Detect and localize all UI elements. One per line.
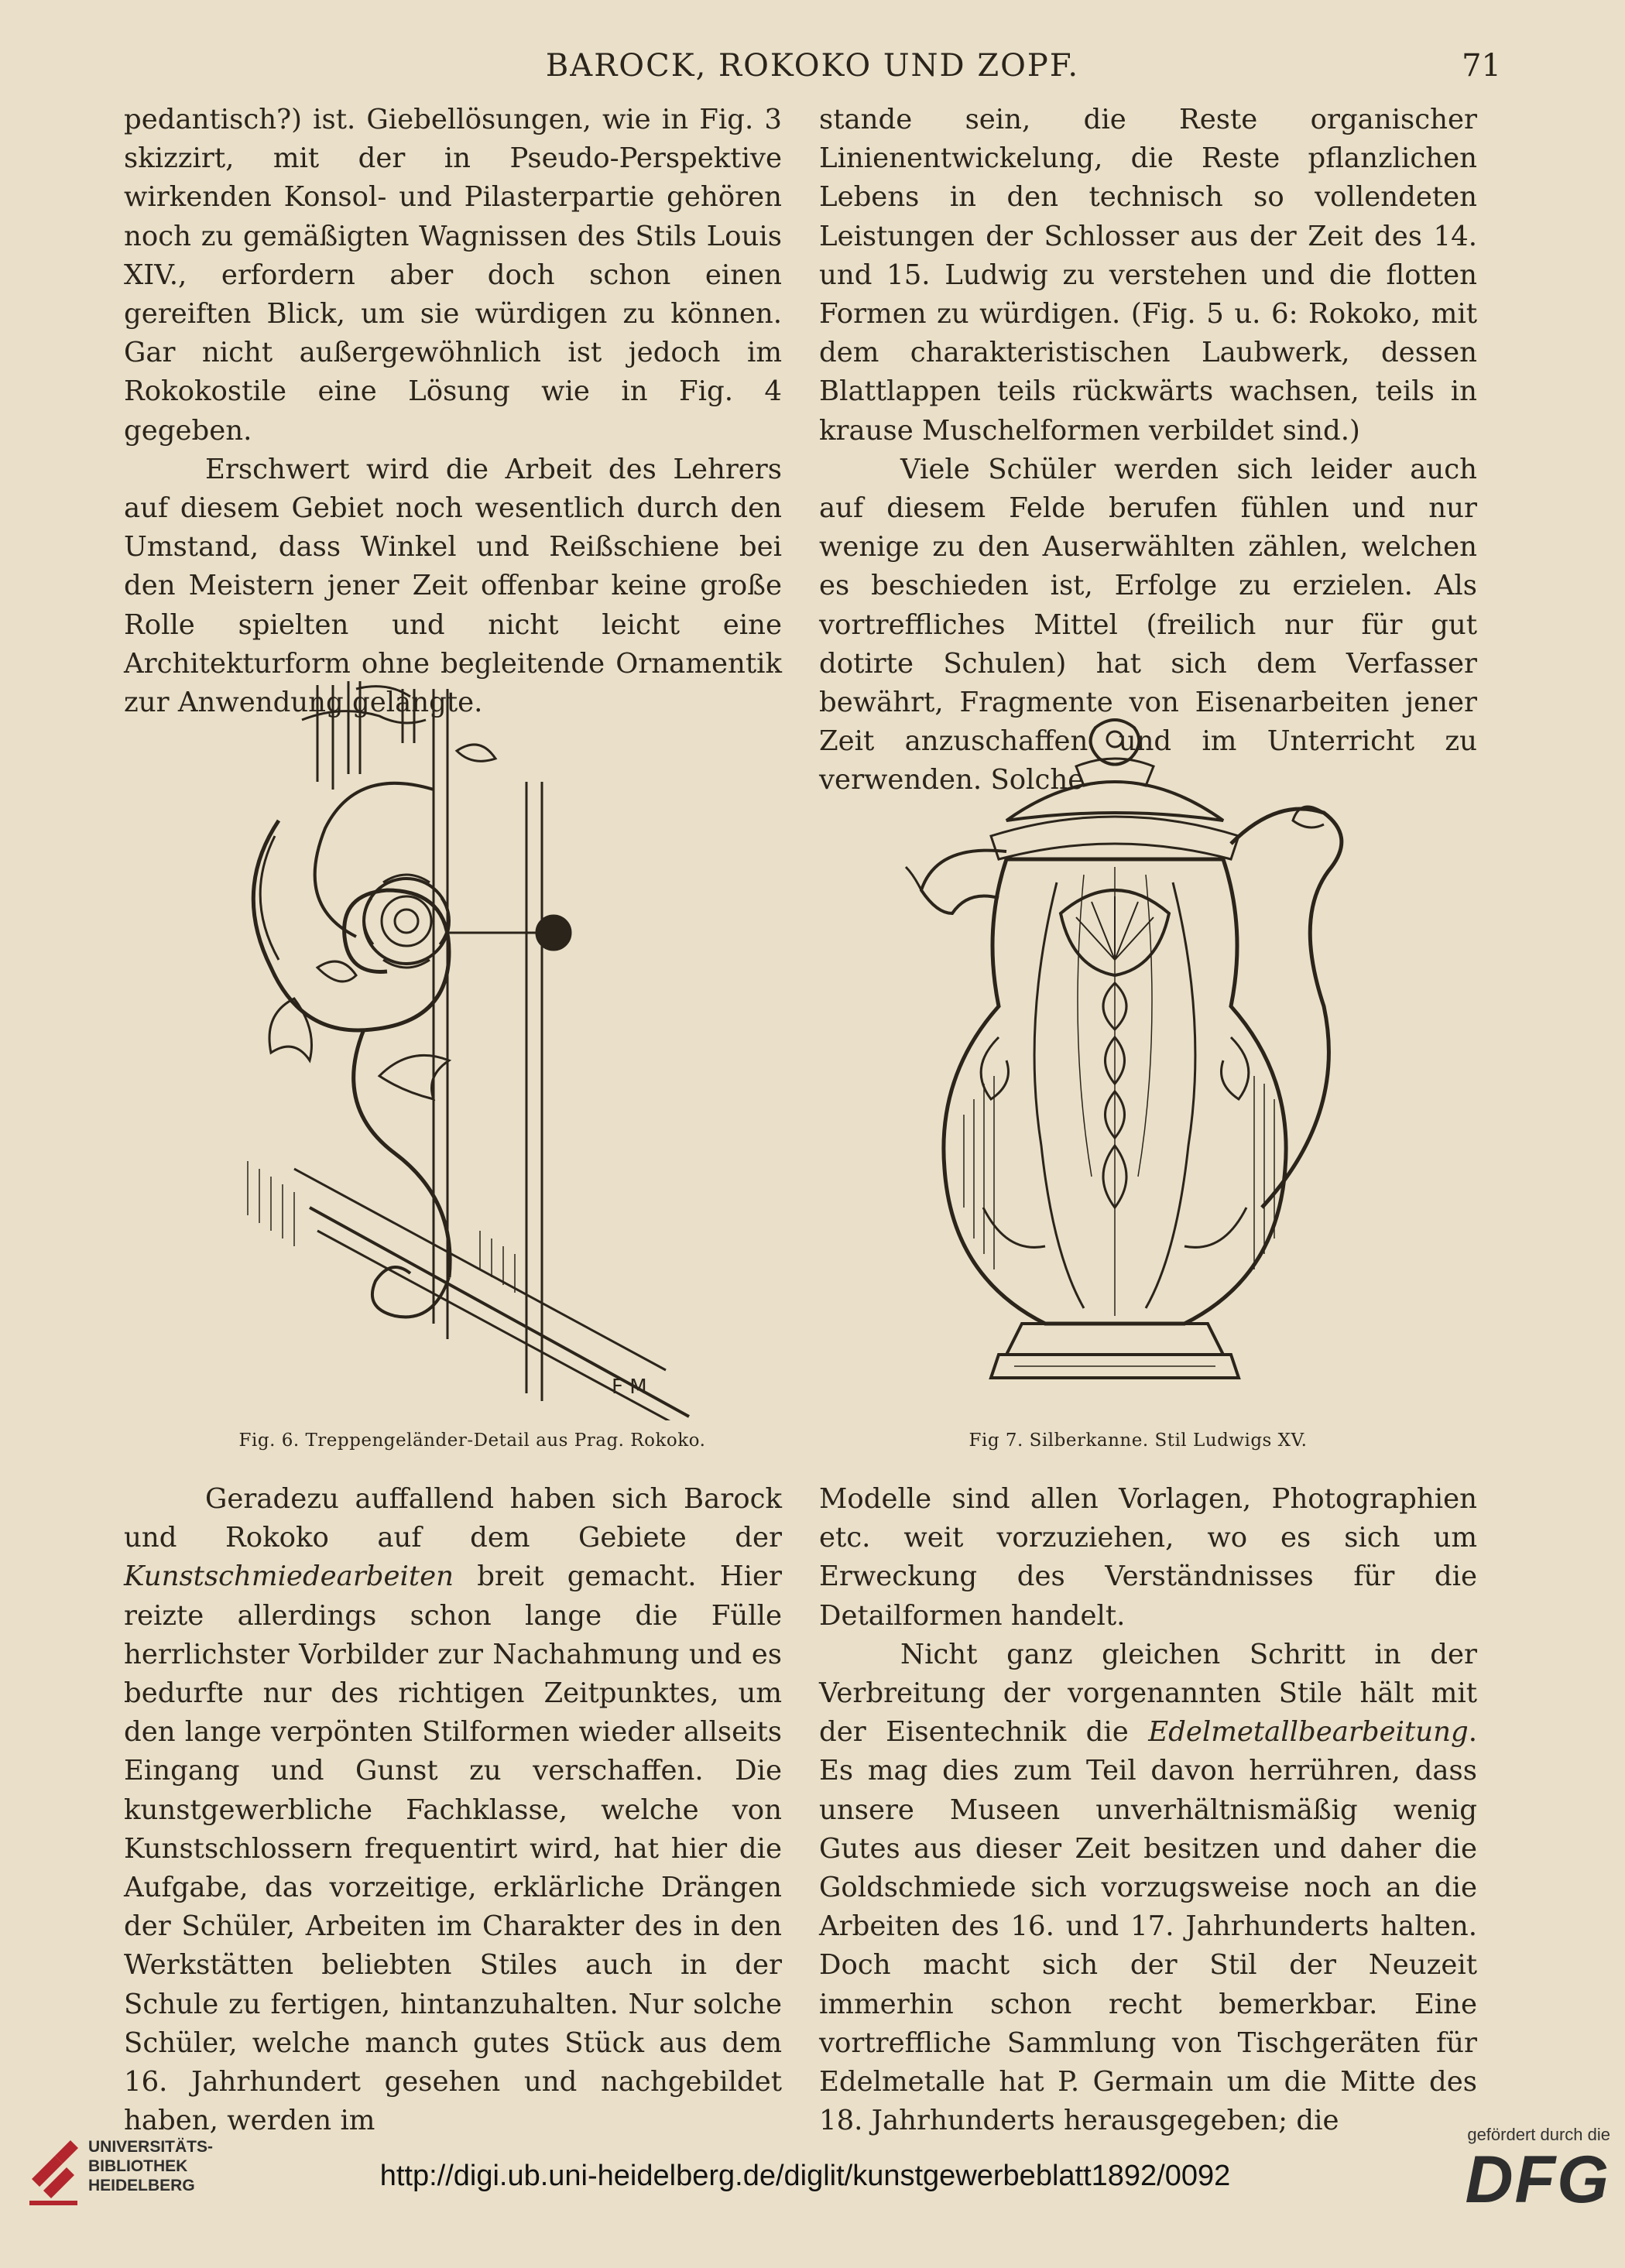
text-run: Nicht ganz gleichen Schritt in der Verbreitung der vorgenannten Stile hält mit der Eisentechnik die [819, 1638, 1477, 1749]
paragraph [819, 1636, 1477, 2141]
paragraph: Viele Schüler werden sich leider auch auf diesem Felde berufen fühlen und nur wenige zu den Auserwählten zählen, welchen es beschieden ist, Erfolge zu erzielen. Als vortreffliches Mittel (freilich nur für gut dotirte Schulen) hat sich dem Verfasser bewährt, Fragmente von Eisenarbeiten jener Zeit anzuschaffen und im Unterricht zu verwenden. Solche [819, 453, 1477, 797]
silver-pot-engraving [890, 712, 1370, 1393]
running-title: BAROCK, ROKOKO UND ZOPF. [545, 48, 1080, 84]
library-name-line: BIBLIOTHEK [88, 2157, 188, 2175]
library-name-line: UNIVERSITÄTS- [88, 2138, 214, 2156]
text-run: Geradezu auffallend haben sich Barock und Rokoko auf dem Gebiete der [124, 1483, 782, 1554]
page-number: 71 [1462, 48, 1501, 84]
figure-6-caption: Fig. 6. Treppengeländer-Detail aus Prag. Rokoko. [238, 1430, 706, 1451]
right-column-bottom [819, 1480, 1477, 2140]
left-column-top [124, 101, 782, 722]
figure-railing-illustration [201, 673, 705, 1420]
paragraph [124, 1480, 782, 2140]
text-run: . Es mag dies zum Teil davon herrühren, dass unsere Museen unverhältnismäßig wenig Gutes aus dieser Zeit besitzen und daher die Goldschmiede sich vorzugsweise noch an die Arbeiten des 16. und 17. Jahrhunderts halten. Doch macht sich der Stil der Neuzeit immerhin schon recht bemerkbar. Eine vortreffliche Sammlung von Tischgeräten für Edelmetalle hat P. Germain um die Mitte des 18. Jahrhunderts herausgegeben; die [819, 1716, 1477, 2137]
library-name [88, 2137, 213, 2195]
page-header [124, 48, 1501, 94]
text-run: breit gemacht. Hier reizte allerdings schon lange die Fülle herrlichster Vorbilder zur Nachahmung und es bedurfte nur des richtigen Zeitpunktes, um den lange verpönten Stilformen wieder allseits Eingang und Gunst zu verschaffen. Die kunstgewerbliche Fachklasse, welche von Kunstschlossern frequentirt wird, hat hier die Aufgabe, das vorzeitige, erklärliche Drängen der Schüler, Arbeiten im Charakter des in den Werkstätten beliebten Stiles auch in der Schule zu fertigen, hintanzuhalten. Nur solche Schüler, welche manch gutes Stück aus dem 16. Jahrhundert gesehen und nachgebildet haben, werden im [124, 1561, 782, 2137]
paragraph: pedantisch?) ist. Giebellösungen, wie in Fig. 3 skizzirt, mit der in Pseudo-Perspektive wirkenden Konsol- und Pilasterpartie gehören noch zu gemäßigten Wagnissen des Stils Louis XIV., erfordern aber doch schon einen gereiften Blick, um sie würdigen zu können. Gar nicht außergewöhnlich ist jedoch im Rokokostile eine Lösung wie in Fig. 4 gegeben. [124, 104, 782, 447]
library-logo[interactable] [28, 2133, 229, 2218]
library-emblem-icon [28, 2133, 82, 2210]
library-name-line: HEIDELBERG [88, 2177, 195, 2194]
paragraph: Modelle sind allen Vorlagen, Photographien etc. weit vorzuziehen, wo es sich um Erweckung des Verständnisses für die Detailformen handelt. [819, 1483, 1477, 1632]
left-column-bottom [124, 1480, 782, 2140]
figure-silver-pot-illustration [890, 712, 1370, 1393]
paragraph: Erschwert wird die Arbeit des Lehrers auf diesem Gebiet noch wesentlich durch den Umstand, dass Winkel und Reißschiene bei den Meistern jener Zeit offenbar keine große Rolle spielten und nicht leicht eine Architekturform ohne begleitende Ornamentik zur Anwendung gelangte. [124, 453, 782, 719]
sponsor-text: gefördert durch die [1467, 2125, 1610, 2144]
figure-7-caption: Fig 7. Silberkanne. Stil Ludwigs XV. [968, 1430, 1308, 1451]
right-column-top [819, 101, 1477, 800]
source-url-link[interactable]: http://digi.ub.uni-heidelberg.de/diglit/kunstgewerbeblatt1892/0092 [379, 2160, 1231, 2192]
emphasized-term: Kunstschmiedearbeiten [124, 1561, 454, 1593]
paragraph: stande sein, die Reste organischer Linienentwickelung, die Reste pflanzlichen Lebens in den technisch so vollendeten Leistungen der Schlosser aus der Zeit des 14. und 15. Ludwig zu verstehen und die flotten Formen zu würdigen. (Fig. 5 u. 6: Rokoko, mit dem charakteristischen Laubwerk, dessen Blattlappen teils rückwärts wachsen, teils in krause Muschelformen verbildet sind.) [819, 104, 1477, 447]
sponsor-block [1424, 2125, 1610, 2215]
emphasized-term: Edelmetallbearbeitung [1148, 1716, 1469, 1749]
artist-monogram: F M [612, 1376, 647, 1399]
railing-engraving [201, 673, 705, 1420]
dfg-logo[interactable]: DFG [1465, 2143, 1610, 2217]
